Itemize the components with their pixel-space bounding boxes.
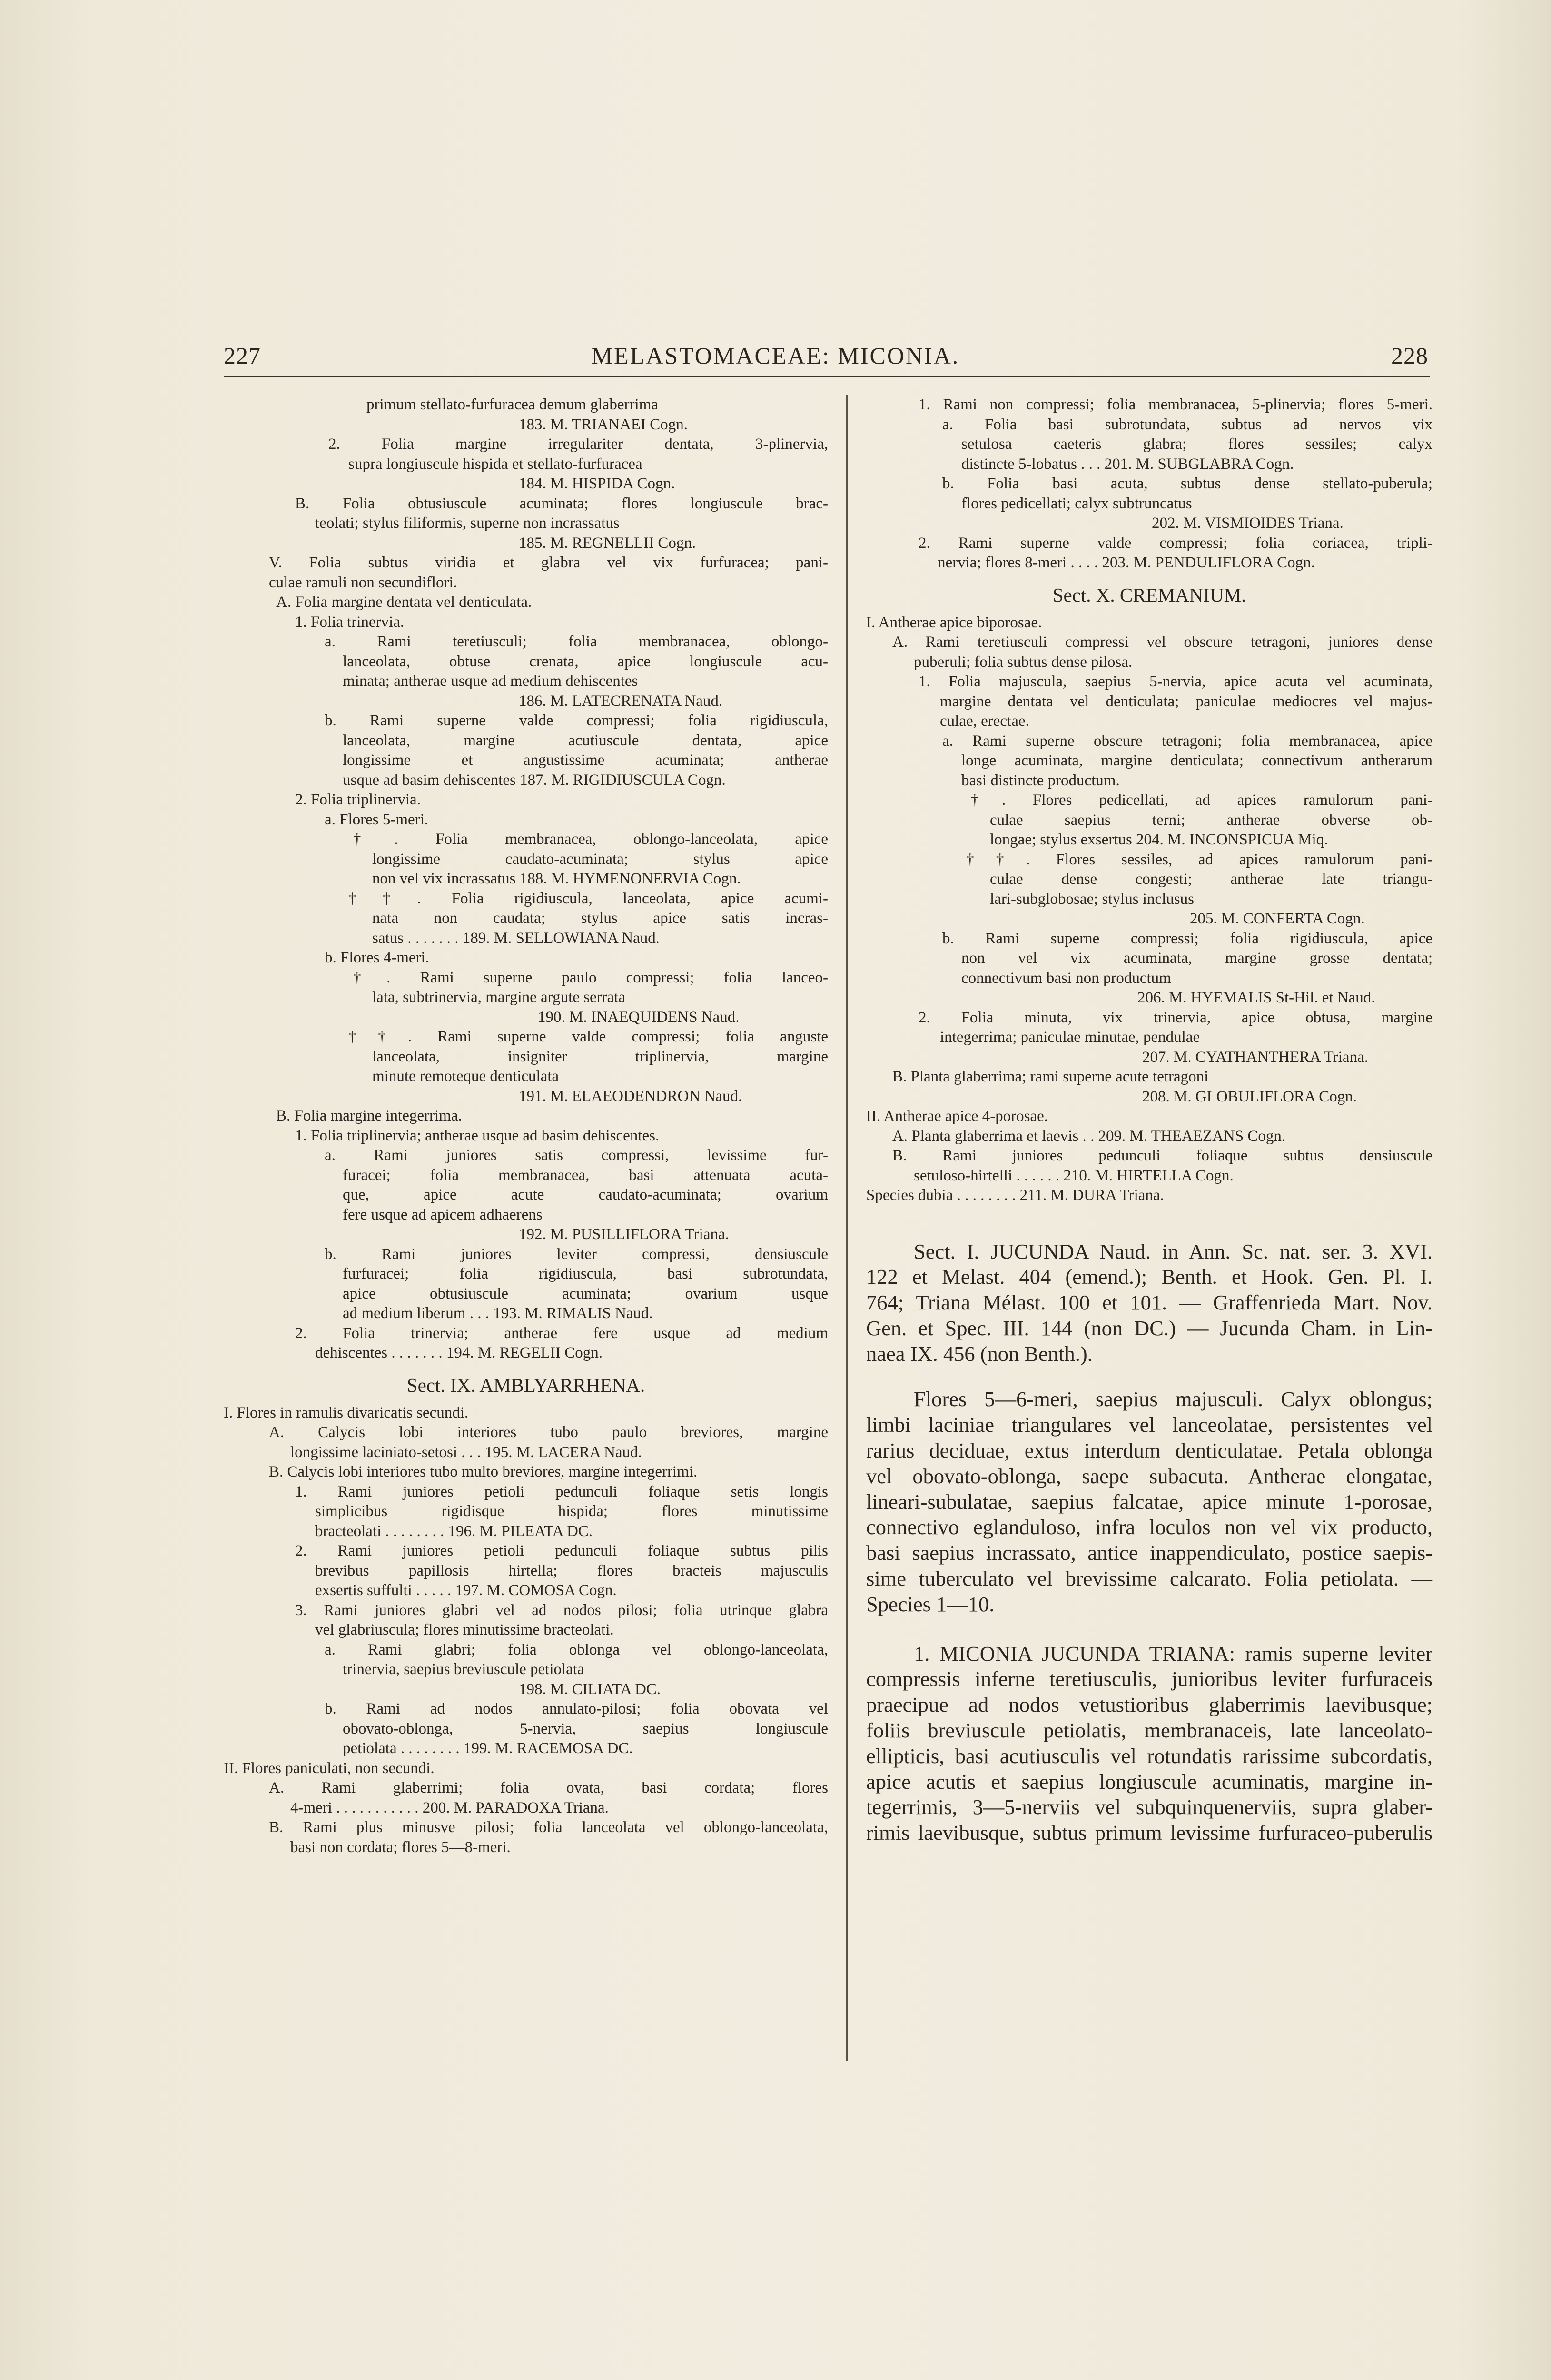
key-line: supra longiuscule hispida et stellato-furfuracea xyxy=(348,455,642,473)
key-line: basi non cordata; flores 5—8-meri. xyxy=(290,1838,511,1856)
text-line: apice acutis et saepius longiuscule acuminatis, margine in- xyxy=(866,1769,1432,1794)
key-line: teolati; stylus filiformis, superne non incrassatus xyxy=(315,515,620,532)
text-line: foliis breviuscule petiolatis, membranaceis, late lanceolato- xyxy=(866,1718,1432,1743)
key-line: simplicibus rigidisque hispida; flores minutissime xyxy=(315,1503,828,1520)
key-line: 206. M. HYEMALIS St-Hil. et Naud. xyxy=(1137,989,1375,1006)
key-line: bracteolati . . . . . . . . 196. M. PILEATA DC. xyxy=(315,1522,593,1540)
species-1-description xyxy=(866,1641,1432,1846)
text-line: sime tuberculato vel brevissime calcarato. Folia petiolata. — xyxy=(866,1567,1432,1591)
key-line: B. Folia margine integerrima. xyxy=(276,1107,462,1124)
key-line: 2. Folia minuta, vix trinervia, apice obtusa, margine xyxy=(919,1009,1432,1026)
key-line: puberuli; folia subtus dense pilosa. xyxy=(914,653,1133,671)
key-line: culae saepius terni; antherae obverse ob- xyxy=(990,811,1432,829)
key-line: flores pedicellati; calyx subtruncatus xyxy=(961,495,1192,512)
key-line: minute remoteque denticulata xyxy=(372,1068,559,1085)
key-line: integerrima; paniculae minutae, pendulae xyxy=(940,1029,1200,1046)
key-line: connectivum basi non productum xyxy=(961,969,1171,987)
key-line: apice obtusiuscule acuminata; ovarium usque xyxy=(343,1285,828,1302)
running-title: MELASTOMACEAE: MICONIA. xyxy=(591,342,960,369)
key-line: A. Planta glaberrima et laevis . . 209. M. THEAEZANS Cogn. xyxy=(892,1127,1286,1145)
column-divider xyxy=(846,395,848,2061)
key-line: †. Flores pedicellati, ad apices ramulorum pani- xyxy=(971,792,1432,809)
key-line: a. Flores 5-meri. xyxy=(325,811,429,828)
key-line: 186. M. LATECRENATA Naud. xyxy=(519,692,723,710)
key-line: lanceolata, insigniter triplinervia, margine xyxy=(372,1048,828,1065)
section-ix-heading: Sect. IX. AMBLYARRHENA. xyxy=(406,1374,645,1396)
key-line: †. Rami superne paulo compressi; folia lanceo- xyxy=(353,969,828,986)
key-line: V. Folia subtus viridia et glabra vel vix furfuracea; pani- xyxy=(269,554,828,571)
key-line: a. Rami teretiusculi; folia membranacea, oblongo- xyxy=(325,633,828,650)
key-line: B. Rami juniores pedunculi foliaque subtus densiuscule xyxy=(892,1147,1432,1164)
key-line: dehiscentes . . . . . . . 194. M. REGELII Cogn. xyxy=(315,1344,603,1361)
right-key-block xyxy=(866,395,1432,573)
key-line: petiolata . . . . . . . . 199. M. RACEMOSA DC. xyxy=(343,1740,633,1757)
section-i-citation xyxy=(866,1239,1432,1367)
citation-line: 122 et Melast. 404 (emend.); Benth. et Hook. Gen. Pl. I. xyxy=(866,1265,1432,1289)
key-line: minata; antherae usque ad medium dehiscentes xyxy=(343,673,638,690)
key-line: II. Flores paniculati, non secundi. xyxy=(224,1759,435,1777)
text-line: Species 1—10. xyxy=(866,1592,995,1616)
key-line: culae dense congesti; antherae late triangu- xyxy=(990,871,1432,888)
key-line: 2. Rami juniores petioli pedunculi foliaque subtus pilis xyxy=(295,1542,828,1559)
key-line: trinervia, saepius breviuscule petiolata xyxy=(343,1661,584,1678)
key-line: margine dentata vel denticulata; paniculae mediocres vel majus- xyxy=(940,693,1432,710)
text-line: rimis laevibusque, subtus primum levissime furfuraceo-puberulis xyxy=(866,1821,1432,1845)
key-line: 183. M. TRIANAEI Cogn. xyxy=(519,416,688,433)
key-line: obovato-oblonga, 5-nervia, saepius longiuscule xyxy=(343,1720,828,1737)
key-line: II. Antherae apice 4-porosae. xyxy=(866,1108,1048,1125)
section-ix-key xyxy=(224,1403,828,1858)
key-line: b. Flores 4-meri. xyxy=(325,949,429,966)
key-line: longissime et angustissime acuminata; antherae xyxy=(343,752,828,769)
citation-line: Gen. et Spec. III. 144 (non DC.) — Jucunda Cham. in Lin- xyxy=(866,1316,1432,1340)
key-line: I. Flores in ramulis divaricatis secundi. xyxy=(224,1404,469,1421)
key-line: brevibus papillosis hirtella; flores bracteis majusculis xyxy=(315,1562,828,1579)
key-line: lari-subglobosae; stylus inclusus xyxy=(990,890,1194,908)
key-line: 185. M. REGNELLII Cogn. xyxy=(519,534,696,552)
section-x-heading: Sect. X. CREMANIUM. xyxy=(1052,584,1246,606)
key-line: 2. Folia trinervia; antherae fere usque ad medium xyxy=(295,1324,828,1342)
key-line: a. Rami glabri; folia oblonga vel oblongo-lanceolata, xyxy=(325,1641,828,1658)
key-line: culae, erectae. xyxy=(940,713,1029,730)
text-line: compressis inferne teretiusculis, junioribus leviter furfuraceis xyxy=(866,1667,1432,1691)
key-line: b. Rami juniores leviter compressi, densiuscule xyxy=(325,1245,828,1263)
key-line: culae ramuli non secundiflori. xyxy=(269,574,457,591)
key-line: nata non caudata; stylus apice satis incras- xyxy=(372,910,828,927)
text-line: connectivo eglanduloso, infra loculos non vel vix producto, xyxy=(866,1515,1432,1539)
text-line: vel obovato-oblonga, saepe subacuta. Antherae elongatae, xyxy=(866,1464,1432,1488)
key-line: 3. Rami juniores glabri vel ad nodos pilosi; folia utrinque glabra xyxy=(295,1601,828,1619)
text-line: Flores 5—6-meri, saepius majusculi. Calyx oblongus; xyxy=(914,1387,1432,1411)
key-line: lata, subtrinervia, margine argute serrata xyxy=(372,989,626,1006)
key-line: primum stellato-furfuracea demum glaberrima xyxy=(366,396,658,413)
key-line: B. Calycis lobi interiores tubo multo breviores, margine integerrimi. xyxy=(269,1463,698,1480)
key-line: B. Folia obtusiuscule acuminata; flores longiuscule brac- xyxy=(295,495,828,512)
key-line: lanceolata, obtuse crenata, apice longiuscule acu- xyxy=(343,653,828,670)
key-line: 202. M. VISMIOIDES Triana. xyxy=(1152,515,1344,532)
key-line: 1. Rami juniores petioli pedunculi foliaque setis longis xyxy=(295,1483,828,1500)
citation-line: Sect. I. JUCUNDA Naud. in Ann. Sc. nat. ser. 3. XVI. xyxy=(914,1239,1432,1263)
key-line: I. Antherae apice biporosae. xyxy=(866,614,1042,631)
key-line: 184. M. HISPIDA Cogn. xyxy=(519,475,675,492)
key-line: exsertis suffulti . . . . . 197. M. COMOSA Cogn. xyxy=(315,1582,617,1599)
header-rule xyxy=(224,376,1430,377)
key-line: 2. Rami superne valde compressi; folia coriacea, tripli- xyxy=(919,534,1432,552)
key-line: setulosa caeteris glabra; flores sessiles; calyx xyxy=(961,436,1432,453)
section-i-description xyxy=(866,1387,1432,1617)
key-line: †. Folia membranacea, oblongo-lanceolata, apice xyxy=(353,831,828,848)
key-line: non vel vix incrassatus 188. M. HYMENONERVIA Cogn. xyxy=(372,870,741,887)
key-line: A. Rami teretiusculi compressi vel obscure tetragoni, juniores dense xyxy=(892,634,1432,651)
text-line: 1. MICONIA JUCUNDA TRIANA: ramis superne leviter xyxy=(914,1641,1432,1666)
key-line: a. Rami juniores satis compressi, levissime fur- xyxy=(325,1147,828,1164)
text-line: limbi laciniae triangulares vel lanceolatae, persistentes vel xyxy=(866,1413,1432,1437)
key-line: usque ad basim dehiscentes 187. M. RIGIDIUSCULA Cogn. xyxy=(343,771,726,789)
key-line: 1. Rami non compressi; folia membranacea, 5-plinervia; flores 5-meri. xyxy=(919,396,1432,413)
key-line: nervia; flores 8-meri . . . . 203. M. PENDULIFLORA Cogn. xyxy=(938,554,1315,571)
key-line: a. Rami superne obscure tetragoni; folia membranacea, apice xyxy=(942,732,1432,750)
key-line: vel glabriuscula; flores minutissime bracteolati. xyxy=(315,1621,614,1638)
key-line: furacei; folia membranacea, basi attenuata acuta- xyxy=(343,1166,828,1184)
key-line: 198. M. CILIATA DC. xyxy=(519,1680,661,1698)
key-line: b. Rami ad nodos annulato-pilosi; folia obovata vel xyxy=(325,1700,828,1717)
key-line: setuloso-hirtelli . . . . . . 210. M. HIRTELLA Cogn. xyxy=(914,1167,1234,1184)
text-line: basi saepius incrassato, antice inappendiculato, postice saepis- xyxy=(866,1541,1432,1565)
right-column xyxy=(866,395,1432,1846)
page-number-right: 228 xyxy=(1391,342,1428,369)
key-line: 205. M. CONFERTA Cogn. xyxy=(1190,910,1365,927)
key-line: a. Folia basi subrotundata, subtus ad nervos vix xyxy=(942,416,1432,433)
page-number-left: 227 xyxy=(224,342,261,369)
key-line: 191. M. ELAEODENDRON Naud. xyxy=(519,1087,742,1105)
key-line: 208. M. GLOBULIFLORA Cogn. xyxy=(1142,1088,1357,1105)
key-line: 2. Folia triplinervia. xyxy=(295,791,421,808)
key-line: longissime caudato-acuminata; stylus apice xyxy=(372,850,828,868)
citation-line: 764; Triana Mélast. 100 et 101. — Graffenrieda Mart. Nov. xyxy=(866,1290,1432,1315)
left-key-block xyxy=(224,395,828,1363)
key-line: 4-meri . . . . . . . . . . . 200. M. PARADOXA Triana. xyxy=(290,1799,609,1816)
key-line: ad medium liberum . . . 193. M. RIMALIS Naud. xyxy=(343,1305,653,1322)
key-line: b. Rami superne compressi; folia rigidiuscula, apice xyxy=(942,930,1432,947)
section-x-key xyxy=(866,613,1432,1206)
key-line: B. Planta glaberrima; rami superne acute tetragoni xyxy=(892,1068,1209,1085)
left-column xyxy=(224,395,828,1857)
key-line: 207. M. CYATHANTHERA Triana. xyxy=(1142,1048,1368,1066)
key-line: lanceolata, margine acutiuscule dentata, apice xyxy=(343,732,828,749)
key-line: fere usque ad apicem adhaerens xyxy=(343,1206,543,1223)
text-line: praecipue ad nodos vetustioribus glaberrimis laevibusque; xyxy=(866,1693,1432,1717)
key-line: 192. M. PUSILLIFLORA Triana. xyxy=(519,1226,729,1243)
key-line: furfuracei; folia rigidiuscula, basi subrotundata, xyxy=(343,1265,828,1282)
key-line: ††. Folia rigidiuscula, lanceolata, apice acumi- xyxy=(348,890,828,907)
key-line: ††. Flores sessiles, ad apices ramulorum pani- xyxy=(966,851,1432,868)
key-line: A. Calycis lobi interiores tubo paulo breviores, margine xyxy=(269,1424,828,1441)
key-line: distincte 5-lobatus . . . 201. M. SUBGLABRA Cogn. xyxy=(961,455,1294,473)
key-line: 1. Folia triplinervia; antherae usque ad basim dehiscentes. xyxy=(295,1127,660,1144)
text-line: lineari-subulatae, saepius falcatae, apice minute 1-porosae, xyxy=(866,1489,1432,1514)
key-line: satus . . . . . . . 189. M. SELLOWIANA Naud. xyxy=(372,929,660,947)
text-line: tegerrimis, 3—5-nerviis vel subquinquenerviis, supra glaber- xyxy=(866,1795,1432,1819)
key-line: A. Rami glaberrimi; folia ovata, basi cordata; flores xyxy=(269,1779,828,1796)
key-line: B. Rami plus minusve pilosi; folia lanceolata vel oblongo-lanceolata, xyxy=(269,1819,828,1836)
text-line: ellipticis, basi acutiusculis vel rotundatis rarissime subcordatis, xyxy=(866,1744,1432,1768)
key-line: b. Rami superne valde compressi; folia rigidiuscula, xyxy=(325,712,828,729)
key-line: b. Folia basi acuta, subtus dense stellato-puberula; xyxy=(942,475,1432,492)
key-line: non vel vix acuminata, margine grosse dentata; xyxy=(961,950,1432,967)
key-line: 1. Folia majuscula, saepius 5-nervia, apice acuta vel acuminata, xyxy=(919,673,1432,690)
key-line: longae; stylus exsertus 204. M. INCONSPICUA Miq. xyxy=(990,831,1328,848)
citation-line: naea IX. 456 (non Benth.). xyxy=(866,1341,1093,1366)
text-line: rarius deciduae, extus interdum denticulatae. Petala oblonga xyxy=(866,1438,1432,1463)
key-line: que, apice acute caudato-acuminata; ovarium xyxy=(343,1186,828,1203)
key-line: Species dubia . . . . . . . . 211. M. DURA Triana. xyxy=(866,1187,1164,1204)
key-line: 1. Folia trinervia. xyxy=(295,613,405,631)
key-line: longe acuminata, margine denticulata; connectivum antherarum xyxy=(961,752,1432,769)
key-line: basi distincte productum. xyxy=(961,772,1120,789)
key-line: ††. Rami superne valde compressi; folia anguste xyxy=(348,1028,828,1045)
key-line: 2. Folia margine irregulariter dentata, 3-plinervia, xyxy=(328,436,828,453)
key-line: 190. M. INAEQUIDENS Naud. xyxy=(538,1008,740,1026)
key-line: A. Folia margine dentata vel denticulata. xyxy=(276,594,532,611)
key-line: longissime laciniato-setosi . . . 195. M. LACERA Naud. xyxy=(290,1443,642,1461)
